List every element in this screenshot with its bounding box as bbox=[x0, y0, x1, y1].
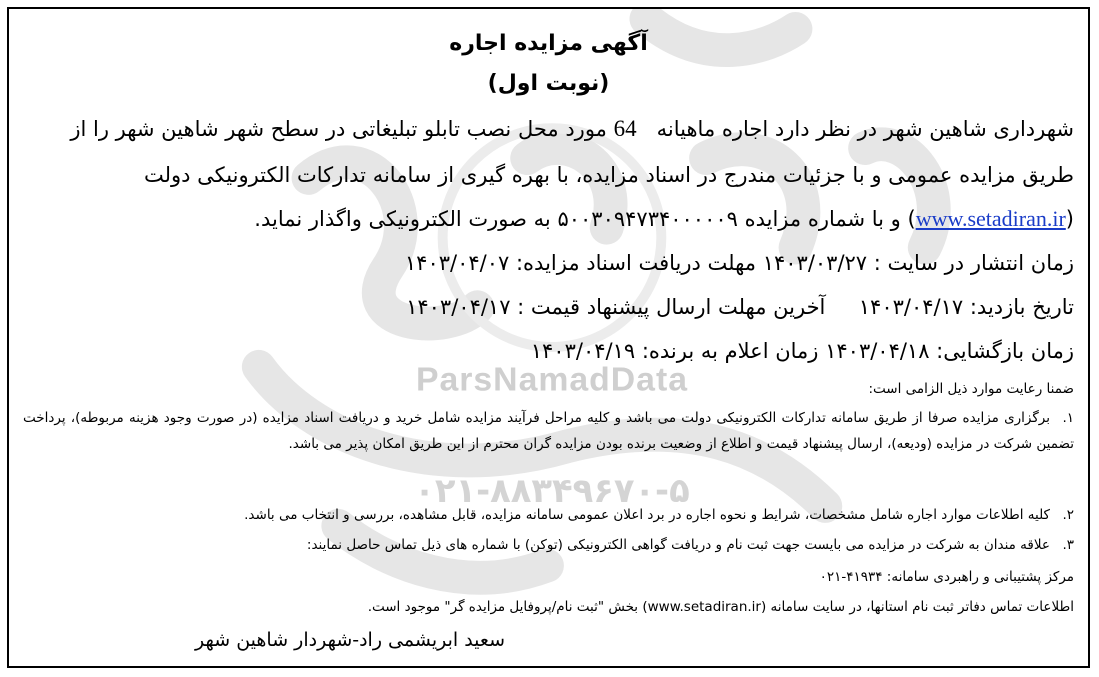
note-number: ۲. bbox=[1062, 507, 1074, 523]
intro-count: 64 bbox=[613, 116, 637, 141]
provincial-offices: اطلاعات تماس دفاتر ثبت نام استانها، در سایت سامانه (www.setadiran.ir) بخش "ثبت نام/پروفایل مزایده گر" موجود است. bbox=[367, 599, 1074, 615]
notice-title: آگهی مزایده اجاره bbox=[449, 31, 648, 56]
intro-paren-open: ( bbox=[1065, 207, 1074, 231]
notes-header: ضمنا رعایت موارد ذیل الزامی است: bbox=[868, 381, 1074, 397]
intro-line-2: طریق مزایده عمومی و با جزئیات مندرج در اسناد مزایده، با بهره گیری از سامانه تدارکات الکترونیکی دولت bbox=[143, 163, 1074, 187]
visit-dates: تاریخ بازدید: ۱۴۰۳/۰۴/۱۷ آخرین مهلت ارسال پیشنهاد قیمت : ۱۴۰۳/۰۴/۱۷ bbox=[406, 295, 1074, 319]
watermark-phone: ۰۲۱-۸۸۳۴۹۶۷۰-۵ bbox=[414, 470, 690, 510]
note-item-2 bbox=[23, 503, 1074, 527]
note-number: ۳. bbox=[1062, 537, 1074, 553]
watermark-brand: ParsNamadData bbox=[415, 360, 689, 399]
intro-line-3 bbox=[23, 203, 1074, 235]
mayor-signature: سعید ابریشمی راد-شهردار شاهین شهر bbox=[195, 629, 505, 651]
intro-line-3-b: ) و با شماره مزایده ۵۰۰۳۰۹۴۷۳۴۰۰۰۰۰۹ به صورت الکترونیکی واگذار نماید. bbox=[254, 207, 916, 231]
intro-line-1-a: شهرداری شاهین شهر در نظر دارد اجاره ماهیانه bbox=[656, 117, 1074, 141]
note-text: کلیه اطلاعات موارد اجاره شامل مشخصات، شرایط و نحوه اجاره در برد اعلان عمومی سامانه مزایده، قابل مشاهده، بررسی و انتخاب می باشد. bbox=[244, 507, 1050, 523]
setadiran-link[interactable]: www.setadiran.ir bbox=[915, 206, 1066, 231]
note-item-1 bbox=[23, 405, 1074, 457]
intro-line-1-b: مورد محل نصب تابلو تبلیغاتی در سطح شهر شاهین شهر را از bbox=[70, 117, 607, 141]
support-center: مرکز پشتیبانی و راهبردی سامانه: ۴۱۹۳۴-۰۲۱ bbox=[819, 569, 1074, 585]
intro-line-1 bbox=[23, 113, 1074, 145]
note-number: ۱. bbox=[1062, 410, 1074, 426]
notice-content bbox=[9, 9, 1088, 666]
note-text: برگزاری مزایده صرفا از طریق سامانه تدارکات الکترونیکی دولت می باشد و کلیه مراحل فرآیند مزایده شامل خرید و دریافت اسناد مزایده (در صورت وجود هزینه مربوطه)، پرداخت تضمین شرکت در مزایده (ودیعه)، ارسال پیشنهاد قیمت و اطلاع از وضعیت برنده بودن مزایده گران محترم از این طریق امکان پذیر می باشد. bbox=[23, 410, 1074, 452]
notice-frame bbox=[7, 7, 1090, 668]
publish-dates: زمان انتشار در سایت : ۱۴۰۳/۰۳/۲۷ مهلت دریافت اسناد مزایده: ۱۴۰۳/۰۴/۰۷ bbox=[404, 251, 1074, 275]
note-text: علاقه مندان به شرکت در مزایده می بایست جهت ثبت نام و دریافت گواهی الکترونیکی (توکن) با شماره های ذیل تماس حاصل نمایند: bbox=[306, 537, 1050, 553]
notice-subtitle: (نوبت اول) bbox=[487, 71, 610, 96]
note-item-3 bbox=[23, 533, 1074, 557]
opening-dates: زمان بازگشایی: ۱۴۰۳/۰۴/۱۸ زمان اعلام به برنده: ۱۴۰۳/۰۴/۱۹ bbox=[530, 339, 1074, 363]
